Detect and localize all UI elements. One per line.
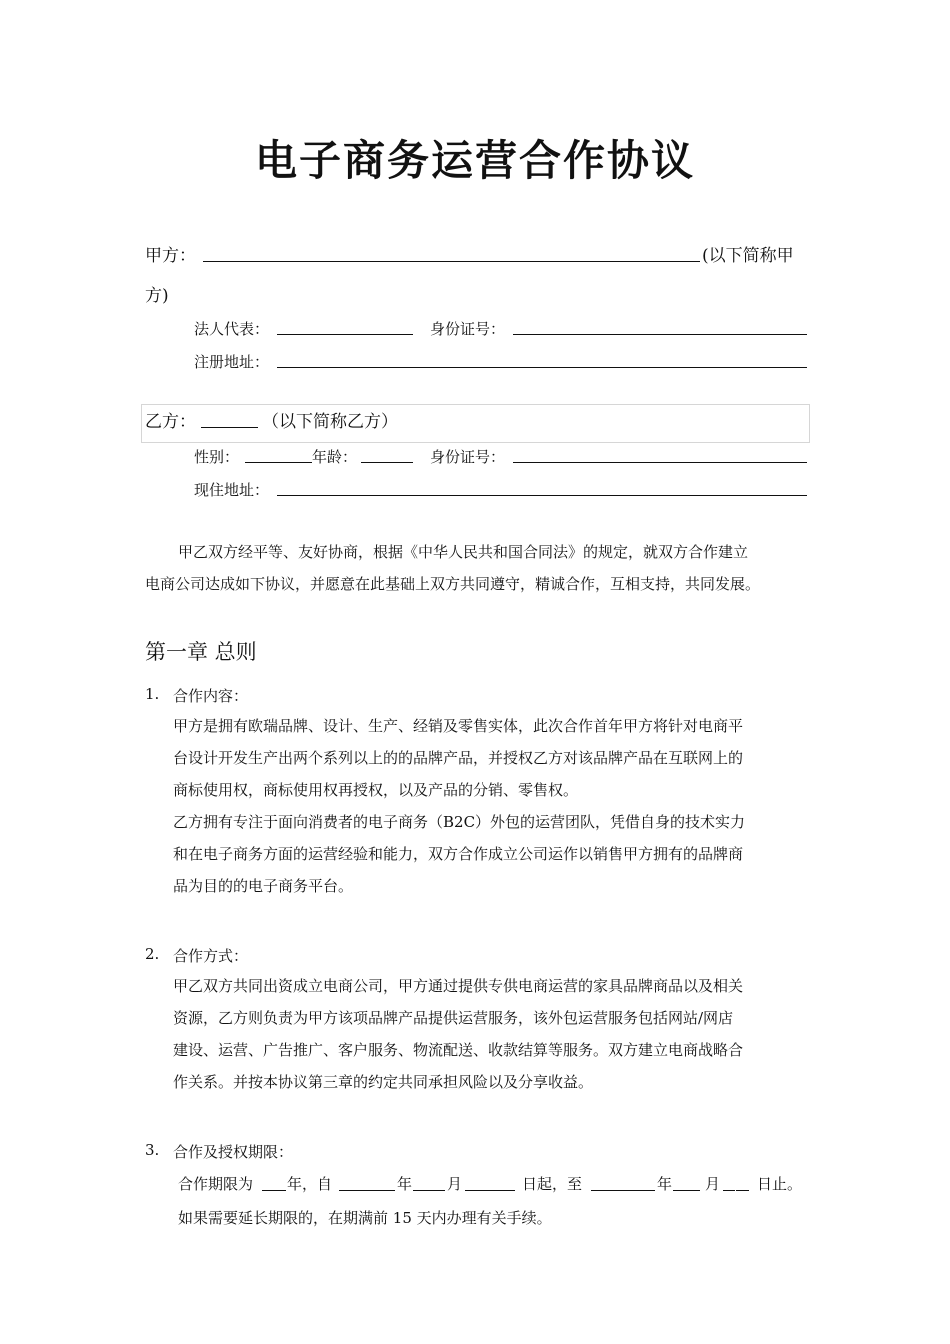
section-3-title: 合作及授权期限：	[173, 1143, 294, 1161]
party-a-address-field[interactable]	[277, 367, 807, 368]
start-month-field[interactable]	[413, 1190, 445, 1191]
section-2-line: 作关系。并按本协议第三章的约定共同承担风险以及分享收益。	[173, 1073, 594, 1091]
end-day-field-pre[interactable]	[723, 1190, 735, 1191]
term-text-h: 日止。	[757, 1175, 803, 1193]
party-a-id-field[interactable]	[513, 334, 807, 335]
party-b-gender-field[interactable]	[245, 462, 312, 463]
party-b-id-field[interactable]	[513, 462, 807, 463]
section-1-line: 品为目的的电子商务平台。	[173, 877, 354, 895]
party-b-label: 乙方：	[145, 412, 196, 432]
party-b-gender-label: 性别：	[194, 448, 240, 466]
party-b-id-label: 身份证号：	[430, 448, 506, 466]
party-b-address-label: 现住地址：	[194, 481, 270, 499]
term-text-e: 日起，至	[522, 1175, 583, 1193]
end-day-field[interactable]	[736, 1190, 749, 1191]
section-2-title: 合作方式：	[173, 947, 249, 965]
start-day-field[interactable]	[465, 1190, 515, 1191]
party-a-address-label: 注册地址：	[194, 353, 270, 371]
party-b-frame	[141, 404, 810, 443]
document-title: 电子商务运营合作协议	[254, 136, 695, 185]
term-years-field[interactable]	[262, 1190, 286, 1191]
party-b-address-field[interactable]	[277, 495, 807, 496]
section-1-number: 1.	[145, 685, 160, 703]
party-a-name-field[interactable]	[203, 261, 700, 262]
party-b-age-label: 年龄：	[312, 448, 358, 466]
start-year-field[interactable]	[339, 1190, 395, 1191]
term-text-c: 年	[397, 1175, 413, 1193]
section-1-line: 乙方拥有专注于面向消费者的电子商务（B2C）外包的运营团队，凭借自身的技术实力	[173, 813, 746, 831]
term-text-a: 合作期限为	[178, 1175, 254, 1193]
chapter-heading: 第一章 总则	[145, 640, 257, 664]
intro-line-1: 甲乙双方经平等、友好协商，根据《中华人民共和国合同法》的规定，就双方合作建立	[178, 543, 749, 561]
intro-line-2: 电商公司达成如下协议，并愿意在此基础上双方共同遵守，精诚合作，互相支持，共同发展。	[145, 575, 761, 593]
term-text-d: 月	[447, 1175, 463, 1193]
section-2-number: 2.	[145, 945, 160, 963]
section-3-number: 3.	[145, 1141, 160, 1159]
section-2-line: 甲乙双方共同出资成立电商公司，甲方通过提供专供电商运营的家具品牌商品以及相关	[173, 977, 744, 995]
party-b-age-field[interactable]	[361, 462, 413, 463]
party-a-legal-rep-field[interactable]	[277, 334, 413, 335]
section-1-line: 甲方是拥有欧瑞品牌、设计、生产、经销及零售实体，此次合作首年甲方将针对电商平	[173, 717, 744, 735]
end-month-field[interactable]	[673, 1190, 700, 1191]
end-year-field-post[interactable]	[639, 1190, 655, 1191]
party-a-legal-rep-label: 法人代表：	[194, 320, 270, 338]
party-a-suffix-1: (以下简称甲	[702, 246, 794, 266]
section-1-title: 合作内容：	[173, 687, 249, 705]
end-year-field[interactable]	[605, 1190, 639, 1191]
party-b-name-field[interactable]	[201, 427, 258, 428]
end-year-field-pre[interactable]	[591, 1190, 605, 1191]
term-text-g: 月	[705, 1175, 721, 1193]
term-text-f: 年	[657, 1175, 673, 1193]
party-a-suffix-2: 方)	[145, 286, 169, 306]
party-a-id-label: 身份证号：	[430, 320, 506, 338]
party-b-suffix: （以下简称乙方）	[262, 412, 398, 432]
extend-note: 如果需要延长期限的，在期满前 15 天内办理有关手续。	[178, 1209, 552, 1227]
section-2-line: 资源，乙方则负责为甲方该项品牌产品提供运营服务，该外包运营服务包括网站/网店	[173, 1009, 734, 1027]
section-2-line: 建设、运营、广告推广、客户服务、物流配送、收款结算等服务。双方建立电商战略合	[173, 1041, 744, 1059]
section-1-line: 台设计开发生产出两个系列以上的的品牌产品，并授权乙方对该品牌产品在互联网上的	[173, 749, 744, 767]
term-text-b: 年，自	[287, 1175, 333, 1193]
section-1-line: 和在电子商务方面的运营经验和能力，双方合作成立公司运作以销售甲方拥有的品牌商	[173, 845, 744, 863]
section-1-line: 商标使用权，商标使用权再授权，以及产品的分销、零售权。	[173, 781, 579, 799]
party-a-label: 甲方：	[145, 246, 196, 266]
